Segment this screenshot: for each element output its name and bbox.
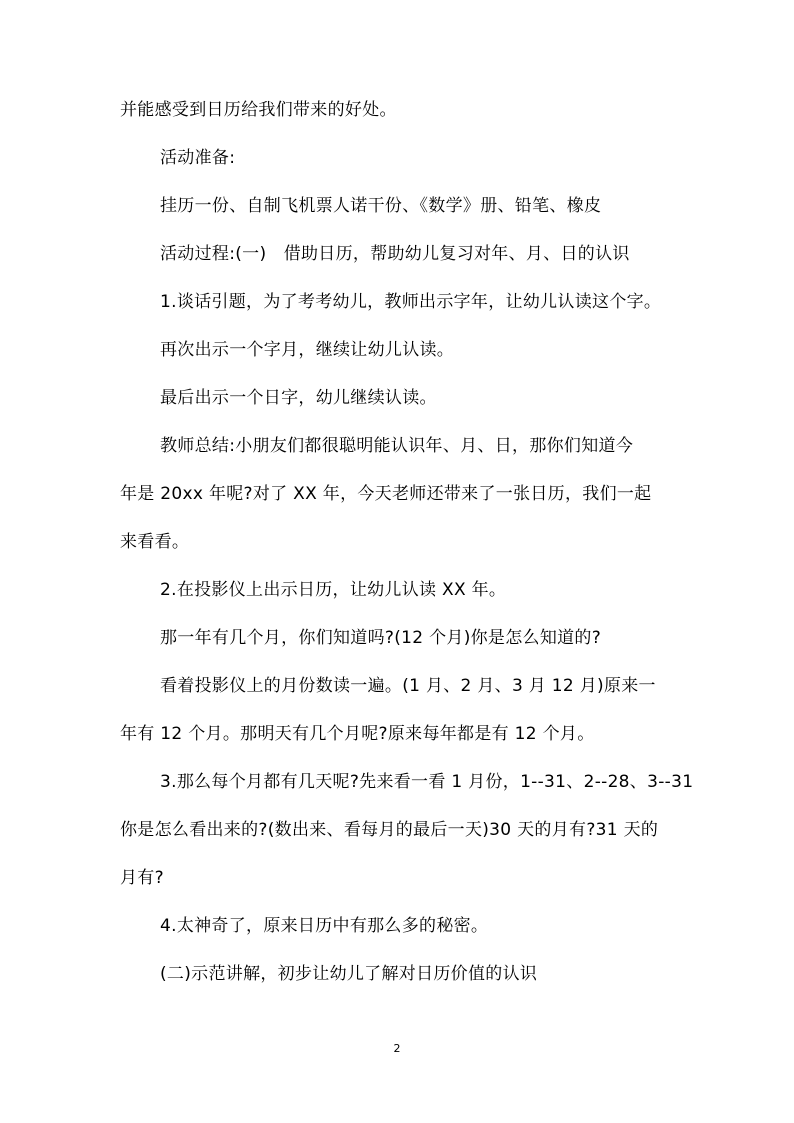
paragraph-line: 挂历一份、自制飞机票人诺干份、《数学》册、铅笔、橡皮 — [160, 196, 602, 216]
page-number: 2 — [393, 1042, 401, 1055]
paragraph-line: 你是怎么看出来的?(数出来、看每月的最后一天)30 天的月有?31 天的 — [120, 820, 659, 840]
paragraph-line: 再次出示一个字月，继续让幼儿认读。 — [160, 340, 455, 360]
section-heading: 活动准备: — [160, 148, 236, 168]
paragraph-line: 2.在投影仪上出示日历，让幼儿认读 XX 年。 — [160, 580, 507, 600]
paragraph-line: 1.谈话引题，为了考考幼儿，教师出示字年，让幼儿认读这个字。 — [160, 292, 662, 312]
paragraph-line: 3.那么每个月都有几天呢?先来看一看 1 月份，1--31、2--28、3--31 — [160, 772, 694, 792]
section-heading: 活动过程:(一) 借助日历，帮助幼儿复习对年、月、日的认识 — [160, 244, 630, 264]
paragraph-line: 看着投影仪上的月份数读一遍。(1 月、2 月、3 月 12 月)原来一 — [160, 676, 656, 696]
paragraph-line: 教师总结:小朋友们都很聪明能认识年、月、日，那你们知道今 — [160, 436, 634, 456]
paragraph-line: 年是 20xx 年呢?对了 XX 年，今天老师还带来了一张日历，我们一起 — [120, 484, 652, 504]
paragraph-line: 并能感受到日历给我们带来的好处。 — [120, 100, 397, 120]
paragraph-line: 最后出示一个日字，幼儿继续认读。 — [160, 388, 437, 408]
paragraph-line: 年有 12 个月。那明天有几个月呢?原来每年都是有 12 个月。 — [120, 724, 595, 744]
paragraph-line: 来看看。 — [120, 532, 190, 552]
paragraph-line: 4.太神奇了，原来日历中有那么多的秘密。 — [160, 916, 489, 936]
paragraph-line: 月有? — [120, 868, 164, 888]
paragraph-line: 那一年有几个月，你们知道吗?(12 个月)你是怎么知道的? — [160, 628, 602, 648]
section-heading: (二)示范讲解，初步让幼儿了解对日历价值的认识 — [160, 964, 538, 984]
